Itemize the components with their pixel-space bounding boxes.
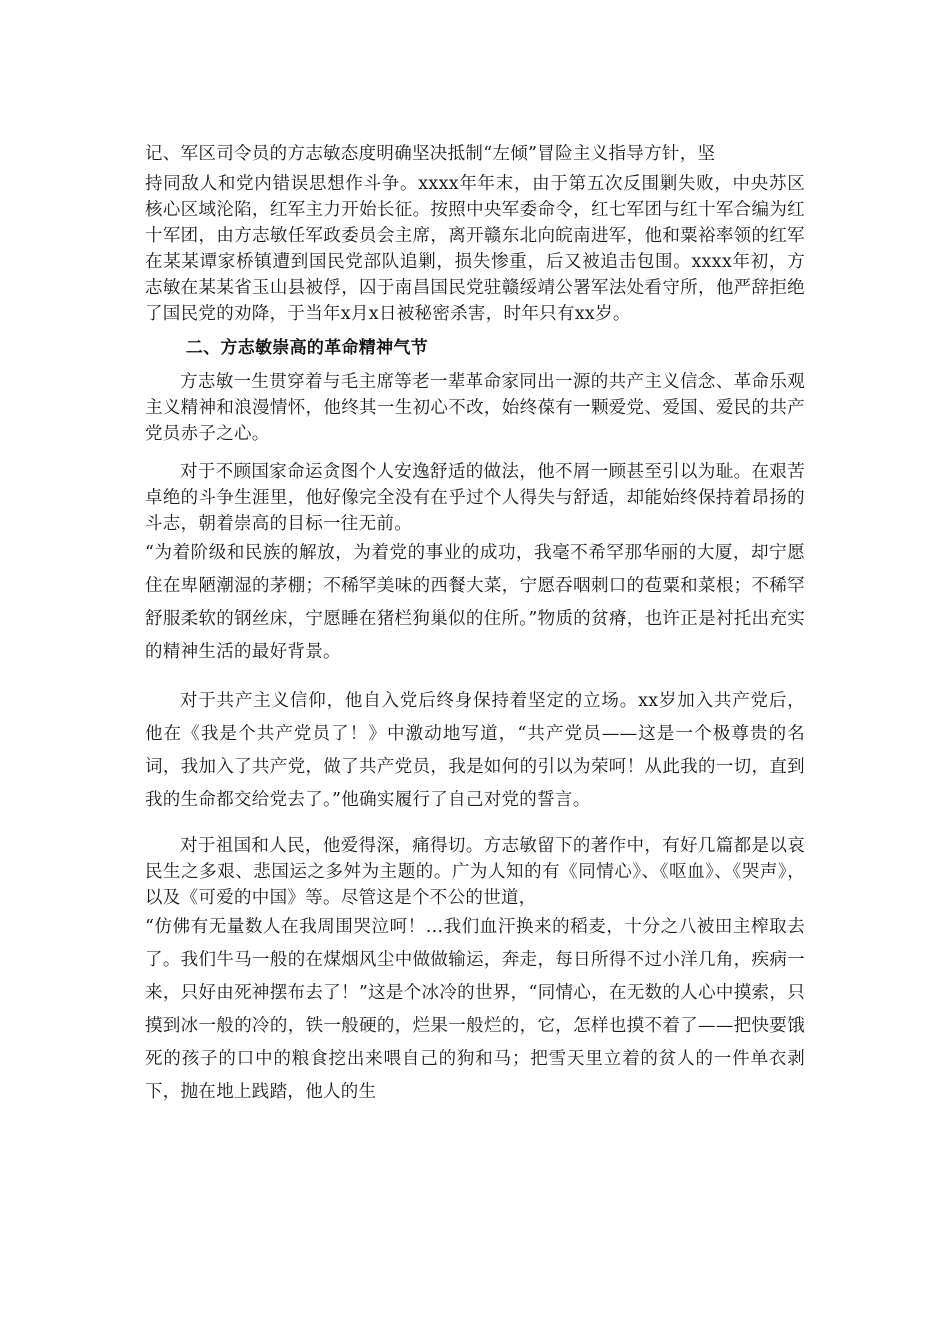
document-body bbox=[145, 138, 805, 1109]
section-heading: 二、方志敏崇高的革命精神气节 bbox=[185, 338, 428, 358]
paragraph-motherland-a: 对于祖国和人民，他爱得深，痛得切。方志敏留下的著作中，有好几篇都是以哀民生之多艰、悲国运之多舛为主题的。广为人知的有《同情心》、《呕血》、《哭声》，以及《可爱的中国》等。尽管这是个不公的世道， bbox=[145, 836, 805, 908]
paragraph-continued-line: 记、军区司令员的方志敏态度明确坚决抵制“左倾”冒险主义指导方针，坚 bbox=[145, 144, 716, 164]
paragraph-continued: 持同敌人和党内错误思想作斗争。xxxx年年末，由于第五次反围剿失败，中央苏区核心区域沦陷，红军主力开始长征。按照中央军委命令，红七军团与红十军合编为红十军团，由方志敏任军政委员会主席，离开赣东北向皖南进军，他和粟裕率领的红军在某某谭家桥镇遭到国民党部队追剿，损失惨重，后又被追击包围。xxxx年初，方志敏在某某省玉山县被俘，囚于南昌国民党驻赣绥靖公署军法处看守所，他严辞拒绝了国民党的劝降，于当年x月x日被秘密杀害，时年只有xx岁。 bbox=[145, 174, 805, 324]
paragraph-motherland-b: “仿佛有无量数人在我周围哭泣呵！...我们血汗换来的稻麦，十分之八被田主榨取去了。我们牛马一般的在煤烟风尘中做做输运，奔走，每日所得不过小洋几角，疾病一来，只好由死神摆布去了！”这是个冰冷的世界，“同情心，在无数的人心中摸索，只摸到冰一般的冷的，铁一般硬的，烂果一般烂的，它，怎样也摸不着了——把快要饿死的孩子的口中的粮食挖出来喂自己的狗和马；把雪天里立着的贫人的一件单衣剥下，抛在地上践踏，他人的生 bbox=[145, 917, 805, 1102]
paragraph-faith: 对于共产主义信仰，他自入党后终身保持着坚定的立场。xx岁加入共产党后，他在《我是个共产党员了！》中激动地写道，“共产党员——这是一个极尊贵的名词，我加入了共产党，做了共产党员，我是如何的引以为荣呵！从此我的一切，直到我的生命都交给党去了。”他确实履行了自己对党的誓言。 bbox=[145, 691, 805, 810]
paragraph-comfort-a: 对于不顾国家命运贪图个人安逸舒适的做法，他不屑一顾甚至引以为耻。在艰苦卓绝的斗争生涯里，他好像完全没有在乎过个人得失与舒适，却能始终保持着昂扬的斗志，朝着崇高的目标一往无前。 bbox=[145, 462, 805, 534]
paragraph-comfort-b: “为着阶级和民族的解放，为着党的事业的成功，我毫不希罕那华丽的大厦，却宁愿住在卑陋潮湿的茅棚；不稀罕美味的西餐大菜，宁愿吞咽刺口的苞粟和菜根；不稀罕舒服柔软的钢丝床，宁愿睡在猪栏狗巢似的住所。”物质的贫瘠，也许正是衬托出充实的精神生活的最好背景。 bbox=[145, 543, 805, 662]
paragraph-belief: 方志敏一生贯穿着与毛主席等老一辈革命家同出一源的共产主义信念、革命乐观主义精神和浪漫情怀，他终其一生初心不改，始终葆有一颗爱党、爱国、爱民的共产党员赤子之心。 bbox=[145, 372, 805, 444]
